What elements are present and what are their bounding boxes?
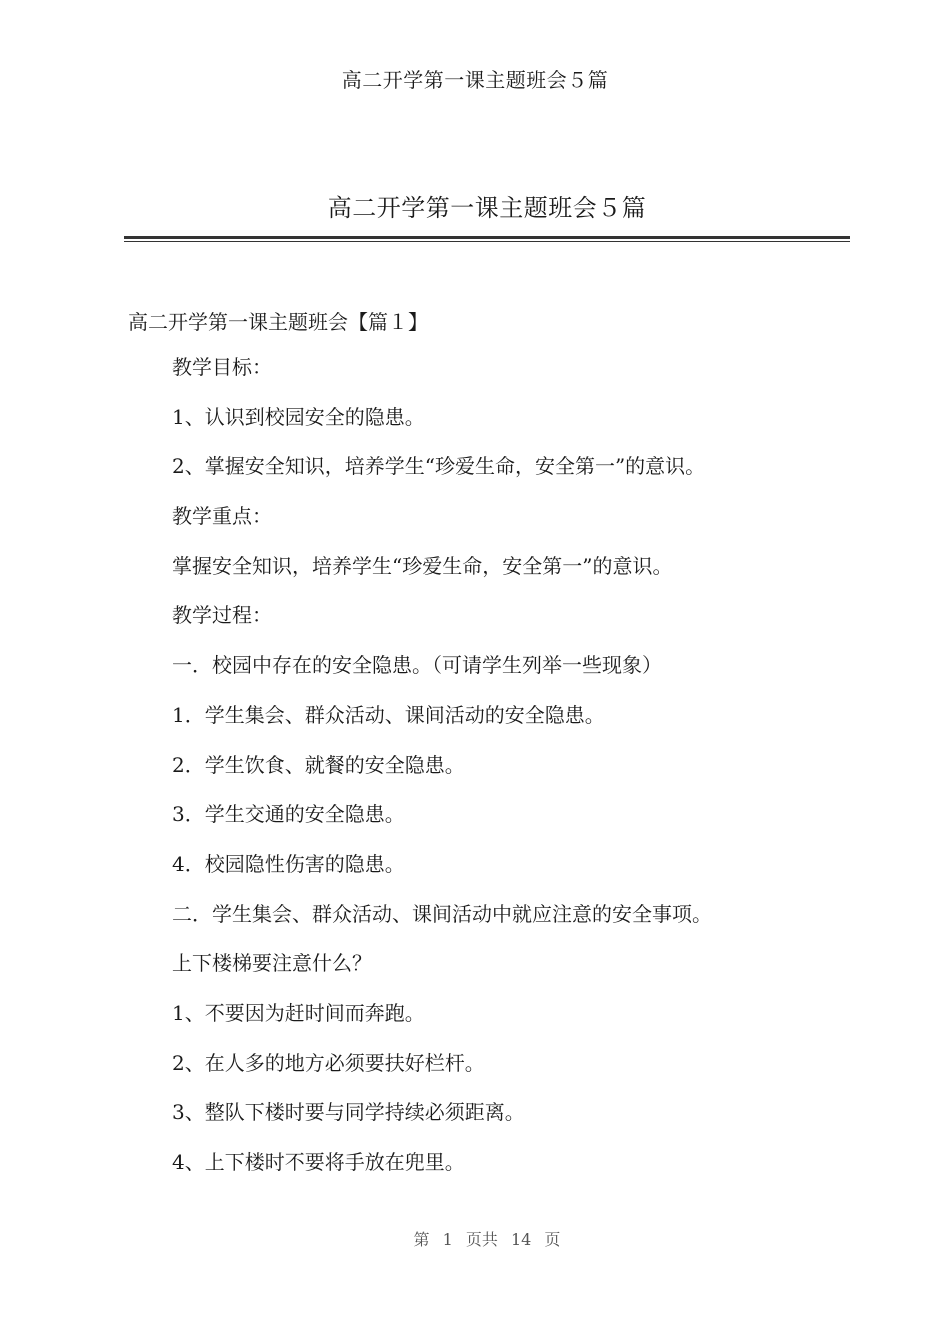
paragraph-line: 2、在人多的地方必须要扶好栏杆。 bbox=[172, 1050, 485, 1075]
paragraph-line: 2、掌握安全知识，培养学生“珍爱生命，安全第一”的意识。 bbox=[172, 454, 706, 479]
title-divider-thin bbox=[124, 241, 850, 242]
paragraph-line: 2．学生饮食、就餐的安全隐患。 bbox=[172, 752, 465, 777]
body-text bbox=[172, 352, 872, 1197]
paragraph-line: 1、认识到校园安全的隐患。 bbox=[172, 404, 425, 429]
paragraph-line: 3、整队下楼时要与同学持续必须距离。 bbox=[172, 1100, 525, 1125]
paragraph-line: 1．学生集会、群众活动、课间活动的安全隐患。 bbox=[172, 702, 605, 727]
paragraph-line: 教学目标： bbox=[172, 355, 272, 379]
paragraph-line: 4、上下楼时不要将手放在兜里。 bbox=[172, 1150, 465, 1174]
paragraph-line: 一．校园中存在的安全隐患。（可请学生列举一些现象） bbox=[172, 653, 662, 678]
paragraph-line: 教学过程： bbox=[172, 603, 272, 628]
page-number-footer: 第 1 页共 14 页 bbox=[413, 1230, 561, 1249]
running-header: 高二开学第一课主题班会５篇 bbox=[341, 68, 609, 92]
paragraph-line: 二．学生集会、群众活动、课间活动中就应注意的安全事项。 bbox=[172, 901, 712, 926]
title-divider-thick bbox=[124, 236, 850, 239]
section-heading: 高二开学第一课主题班会【篇１】 bbox=[128, 310, 428, 334]
title-divider bbox=[124, 236, 850, 242]
paragraph-line: 4．校园隐性伤害的隐患。 bbox=[172, 851, 405, 876]
document-title: 高二开学第一课主题班会５篇 bbox=[327, 194, 647, 222]
paragraph-line: 上下楼梯要注意什么？ bbox=[172, 951, 372, 976]
paragraph-line: 3．学生交通的安全隐患。 bbox=[172, 802, 405, 827]
paragraph-line: 1、不要因为赶时间而奔跑。 bbox=[172, 1000, 425, 1025]
paragraph-line: 教学重点： bbox=[172, 504, 272, 529]
paragraph-line: 掌握安全知识，培养学生“珍爱生命，安全第一”的意识。 bbox=[172, 553, 673, 578]
